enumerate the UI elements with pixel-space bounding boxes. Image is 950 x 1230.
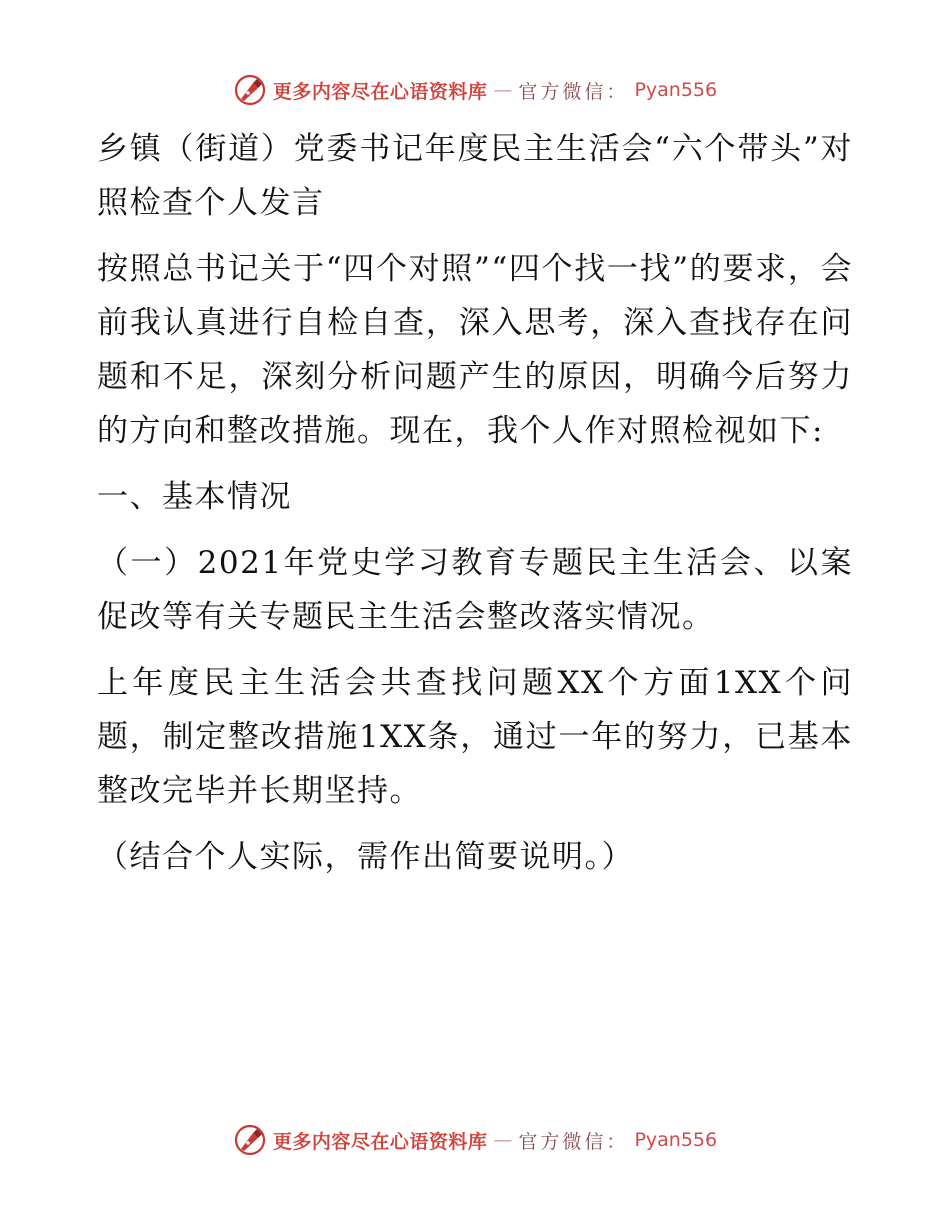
banner-site-name: 更多内容尽在心语资料库 [272, 80, 488, 103]
header-banner [0, 70, 950, 110]
banner-site-name: 更多内容尽在心语资料库 [272, 1130, 488, 1153]
banner-wechat-id: Pyan556 [634, 1129, 718, 1151]
pen-nib-logo-icon [233, 73, 267, 107]
banner-wechat-label: 官方微信： [518, 1130, 629, 1153]
note-paragraph: （结合个人实际，需作出简要说明。） [97, 839, 634, 875]
section-heading: 一、基本情况 [97, 479, 292, 515]
banner-wechat-label: 官方微信： [518, 80, 629, 103]
banner-dash: — [493, 1129, 513, 1151]
pen-nib-logo-icon [233, 1123, 267, 1157]
body-paragraph: 上年度民主生活会共查找问题XX个方面1XX个问题，制定整改措施1XX条，通过一年的努力，已基本整改完毕并长期坚持。 [97, 665, 853, 809]
banner-wechat-id: Pyan556 [634, 79, 718, 101]
subsection-heading: （一）2021年党史学习教育专题民主生活会、以案促改等有关专题民主生活会整改落实情况。 [97, 545, 853, 635]
document-body [97, 122, 853, 884]
document-title: 乡镇（街道）党委书记年度民主生活会“六个带头”对照检查个人发言 [97, 131, 853, 221]
banner-dash: — [493, 79, 513, 101]
intro-paragraph: 按照总书记关于“四个对照”“四个找一找”的要求，会前我认真进行自检自查，深入思考，深入查找存在问题和不足，深刻分析问题产生的原因，明确今后努力的方向和整改措施。现在，我个人作对照检视如下: [97, 251, 853, 449]
footer-banner [0, 1120, 950, 1160]
